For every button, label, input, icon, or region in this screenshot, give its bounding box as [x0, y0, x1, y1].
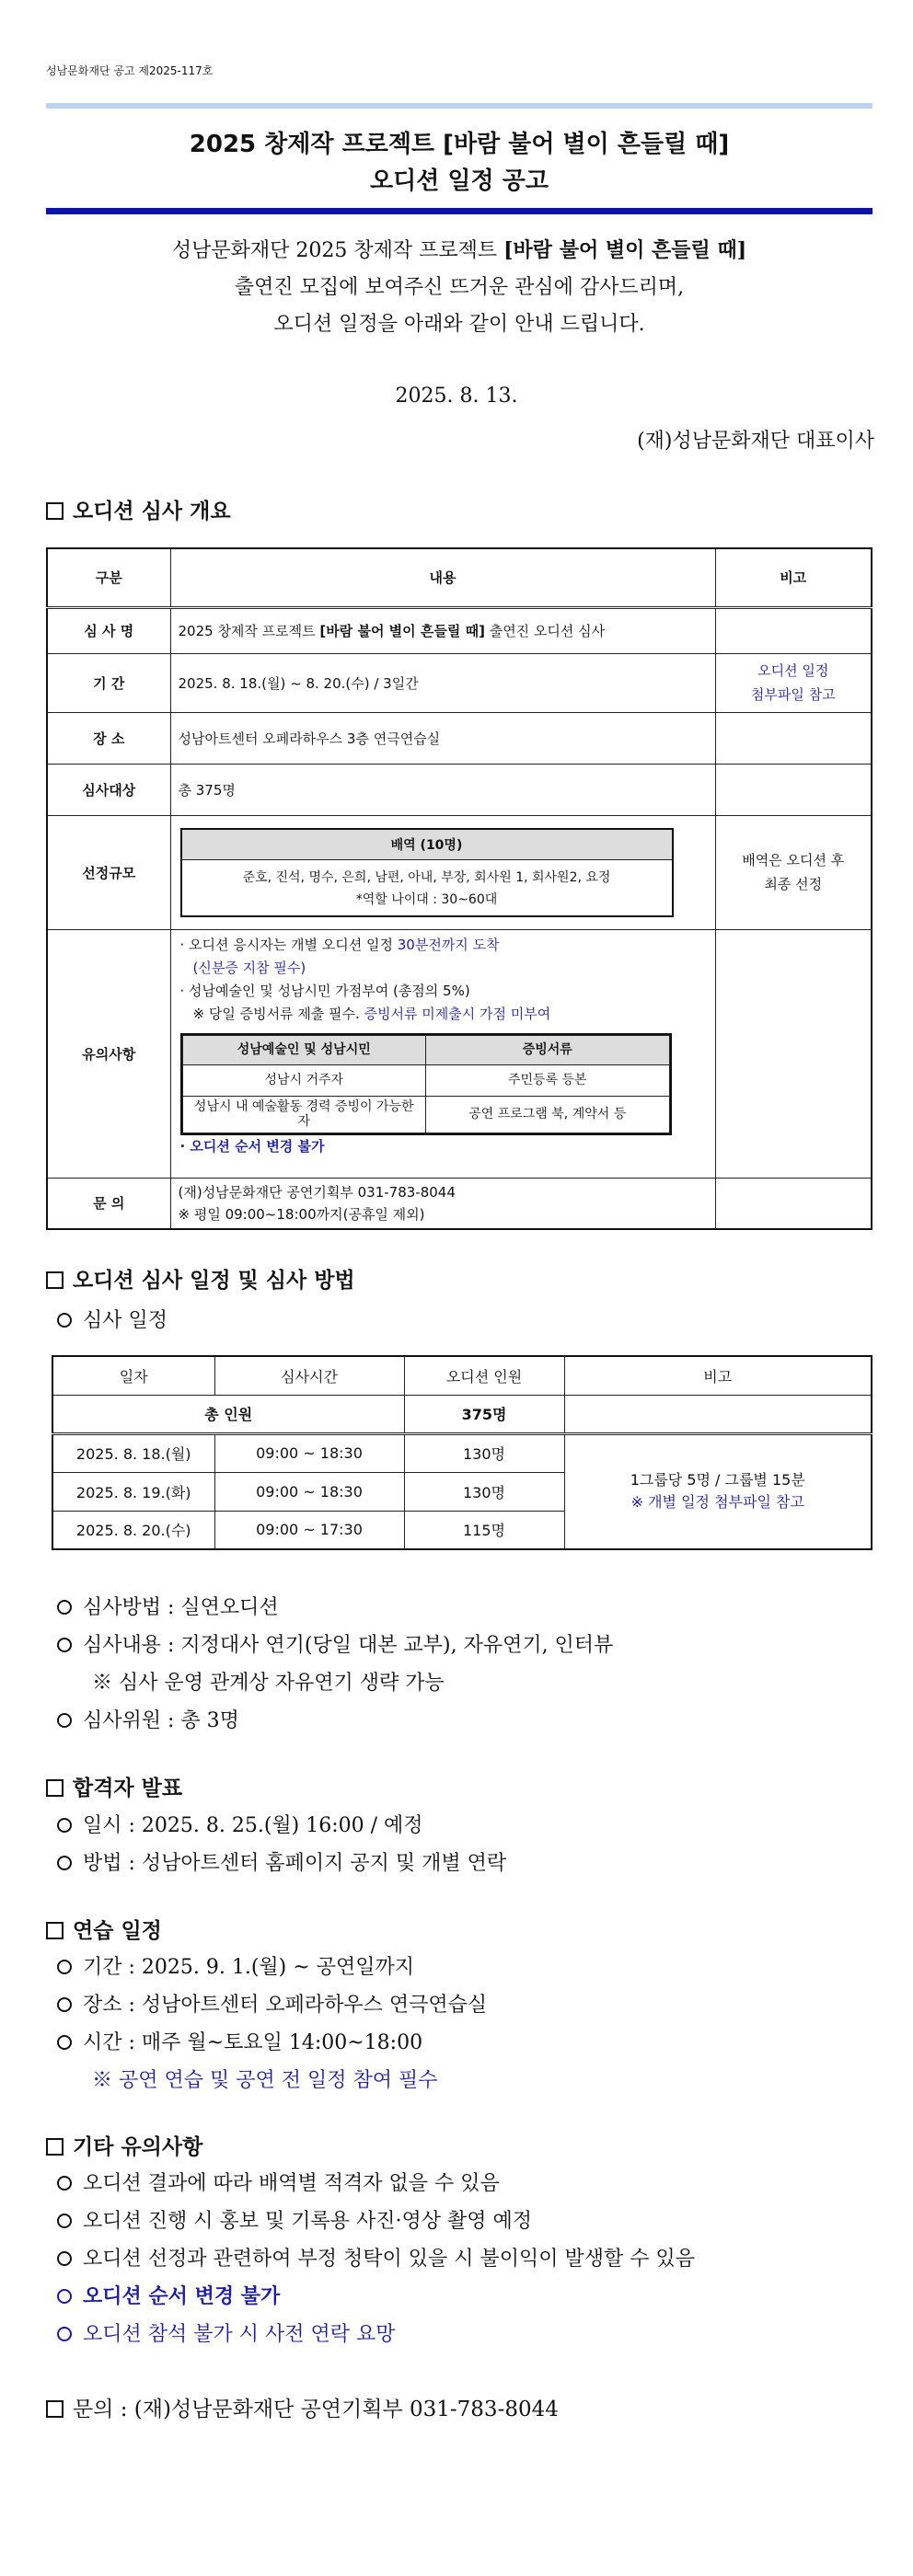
- col-header: 오디션 인원: [404, 1356, 564, 1395]
- row-label: 장 소: [47, 712, 170, 764]
- note-arrival: · 오디션 응시자는 개별 오디션 일정 30분전까지 도착: [179, 936, 500, 953]
- roles-age: *역할 나이대 : 30~60대: [355, 891, 498, 907]
- bullet-circle-icon: [57, 1856, 72, 1870]
- bullet-circle-icon: [57, 1960, 72, 1974]
- etc-item: 오디션 결과에 따라 배역별 적격자 없을 수 있음: [57, 2168, 500, 2196]
- note-id: (신분증 지참 필수): [192, 959, 306, 976]
- total-value: 375명: [404, 1395, 564, 1433]
- roles-box: [180, 828, 674, 917]
- schedule-count: 130명: [404, 1472, 564, 1511]
- etc-item: 오디션 진행 시 홍보 및 기록용 사진·영상 촬영 예정: [57, 2205, 532, 2234]
- col-header: 심사시간: [214, 1356, 404, 1395]
- rehearsal-period: 기간 : 2025. 9. 1.(월) ~ 공연일까지: [57, 1951, 414, 1980]
- col-header: 구분: [47, 548, 170, 607]
- schedule-date: 2025. 8. 18.(월): [52, 1433, 214, 1472]
- bullet-circle-icon: [57, 2327, 72, 2341]
- page-subtitle: 오디션 일정 공고: [370, 167, 549, 195]
- col-header: 내용: [170, 548, 715, 607]
- note-order: · 오디션 순서 변경 불가: [179, 1137, 325, 1155]
- schedule-time: 09:00 ~ 17:30: [214, 1511, 404, 1549]
- judges: 심사위원 : 총 3명: [57, 1705, 239, 1733]
- proof-cell: 성남시 내 예술활동 경력 증빙이 가능한 자: [182, 1096, 426, 1133]
- intro-line-3: 오디션 일정을 아래와 같이 안내 드립니다.: [273, 313, 645, 336]
- checkbox-icon: [46, 2138, 64, 2156]
- col-header: 비고: [715, 548, 872, 607]
- period-value: 2025. 8. 18.(월) ~ 8. 20.(수) / 3일간: [170, 653, 715, 712]
- row-label: 기 간: [47, 653, 170, 712]
- signer: (재)성남문화재단 대표이사: [637, 430, 874, 453]
- row-label: 심 사 명: [47, 607, 170, 653]
- proof-header: 증빙서류: [426, 1035, 670, 1064]
- rehearsal-time: 시간 : 매주 월~토요일 14:00~18:00: [57, 2027, 422, 2055]
- rehearsal-place: 장소 : 성남아트센터 오페라하우스 연극연습실: [57, 1989, 487, 2018]
- target-value: 총 375명: [170, 764, 715, 815]
- bullet-circle-icon: [57, 2214, 72, 2228]
- section-etc-heading: 기타 유의사항: [46, 2130, 202, 2160]
- schedule-count: 115명: [404, 1511, 564, 1549]
- schedule-sub: 심사 일정: [57, 1305, 168, 1333]
- bullet-circle-icon: [57, 1313, 72, 1328]
- notice-date: 2025. 8. 13.: [395, 385, 518, 408]
- bullet-circle-icon: [57, 2289, 72, 2304]
- judging-method: 심사방법 : 실연오디션: [57, 1592, 279, 1620]
- col-header: 일자: [52, 1356, 214, 1395]
- bullet-circle-icon: [57, 1600, 72, 1615]
- page-title: 2025 창제작 프로젝트 [바람 불어 별이 흔들릴 때]: [189, 131, 730, 158]
- row-label: 유의사항: [47, 929, 170, 1178]
- bullet-circle-icon: [57, 1713, 72, 1728]
- row-label: 문 의: [47, 1178, 170, 1229]
- checkbox-icon: [46, 2400, 64, 2418]
- bullet-circle-icon: [57, 2251, 72, 2266]
- judging-content-note: ※ 심사 운영 관계상 자유연기 생략 가능: [92, 1672, 445, 1695]
- announce-method: 방법 : 성남아트센터 홈페이지 공지 및 개별 연락: [57, 1847, 506, 1876]
- schedule-count: 130명: [404, 1433, 564, 1472]
- judging-content: 심사내용 : 지정대사 연기(당일 대본 교부), 자유연기, 인터뷰: [57, 1629, 613, 1658]
- proof-cell: 공연 프로그램 북, 계약서 등: [426, 1096, 670, 1133]
- schedule-table: [52, 1355, 873, 1550]
- bullet-circle-icon: [57, 2176, 72, 2191]
- period-note: 오디션 일정 첨부파일 참고: [715, 653, 872, 712]
- bullet-circle-icon: [57, 1818, 72, 1833]
- proof-cell: 주민등록 등본: [426, 1064, 670, 1096]
- inquiry: 문의 : (재)성남문화재단 공연기획부 031-783-8044: [46, 2392, 559, 2422]
- col-header: 비고: [564, 1356, 872, 1395]
- schedule-date: 2025. 8. 19.(화): [52, 1472, 214, 1511]
- bullet-circle-icon: [57, 1638, 72, 1652]
- announce-date: 일시 : 2025. 8. 25.(월) 16:00 / 예정: [57, 1810, 423, 1838]
- row-label: 심사대상: [47, 764, 170, 815]
- proof-header: 성남예술인 및 성남시민: [182, 1035, 426, 1064]
- rehearsal-note: ※ 공연 연습 및 공연 전 일정 참여 필수: [92, 2069, 438, 2092]
- etc-item: 오디션 순서 변경 불가: [57, 2281, 280, 2309]
- bullet-circle-icon: [57, 2035, 72, 2050]
- bullet-circle-icon: [57, 1997, 72, 2012]
- intro-line-1: 성남문화재단 2025 창제작 프로젝트 [바람 불어 별이 흔들릴 때]: [171, 238, 747, 262]
- overview-table: [46, 547, 873, 1230]
- top-rule: [46, 103, 873, 109]
- roles-list: 준호, 진석, 명수, 은희, 남편, 아내, 부장, 회사원 1, 회사원2, 요정: [242, 869, 611, 885]
- schedule-note: 1그룹당 5명 / 그룹별 15분 ※ 개별 일정 첨부파일 참고: [564, 1433, 872, 1549]
- intro-line-2: 출연진 모집에 보여주신 뜨거운 관심에 감사드리며,: [234, 276, 685, 299]
- contact-value: (재)성남문화재단 공연기획부 031-783-8044 ※ 평일 09:00~18:00까지(공휴일 제외): [170, 1178, 715, 1229]
- schedule-time: 09:00 ~ 18:30: [214, 1433, 404, 1472]
- checkbox-icon: [46, 502, 64, 520]
- proof-table: [182, 1035, 670, 1133]
- proof-cell: 성남시 거주자: [182, 1064, 426, 1096]
- schedule-date: 2025. 8. 20.(수): [52, 1511, 214, 1549]
- checkbox-icon: [46, 1922, 64, 1939]
- etc-item: 오디션 선정과 관련하여 부정 청탁이 있을 시 불이익이 발생할 수 있음: [57, 2243, 695, 2271]
- title-rule: [46, 208, 873, 214]
- notice-number: 성남문화재단 공고 제2025-117호: [46, 64, 214, 77]
- section-rehearsal-heading: 연습 일정: [46, 1914, 162, 1944]
- checkbox-icon: [46, 1271, 64, 1289]
- section-announce-heading: 합격자 발표: [46, 1771, 182, 1801]
- etc-item: 오디션 참석 불가 시 사전 연락 요망: [57, 2318, 396, 2347]
- checkbox-icon: [46, 1779, 64, 1797]
- audition-name: 2025 창제작 프로젝트 [바람 불어 별이 흔들릴 때] 출연진 오디션 심사: [170, 607, 715, 653]
- schedule-time: 09:00 ~ 18:30: [214, 1472, 404, 1511]
- scale-note: 배역은 오디션 후 최종 선정: [715, 815, 872, 929]
- section-overview-heading: 오디션 심사 개요: [46, 494, 231, 524]
- venue-value: 성남아트센터 오페라하우스 3층 연극연습실: [170, 712, 715, 764]
- total-label: 총 인원: [52, 1395, 404, 1433]
- roles-title: 배역 (10명): [182, 830, 672, 860]
- row-label: 선정규모: [47, 815, 170, 929]
- note-bonus: · 성남예술인 및 성남시민 가점부여 (총점의 5%): [179, 982, 470, 999]
- note-proof: ※ 당일 증빙서류 제출 필수. 증빙서류 미제출시 가점 미부여: [192, 1005, 551, 1022]
- section-schedule-heading: 오디션 심사 일정 및 심사 방법: [46, 1263, 355, 1294]
